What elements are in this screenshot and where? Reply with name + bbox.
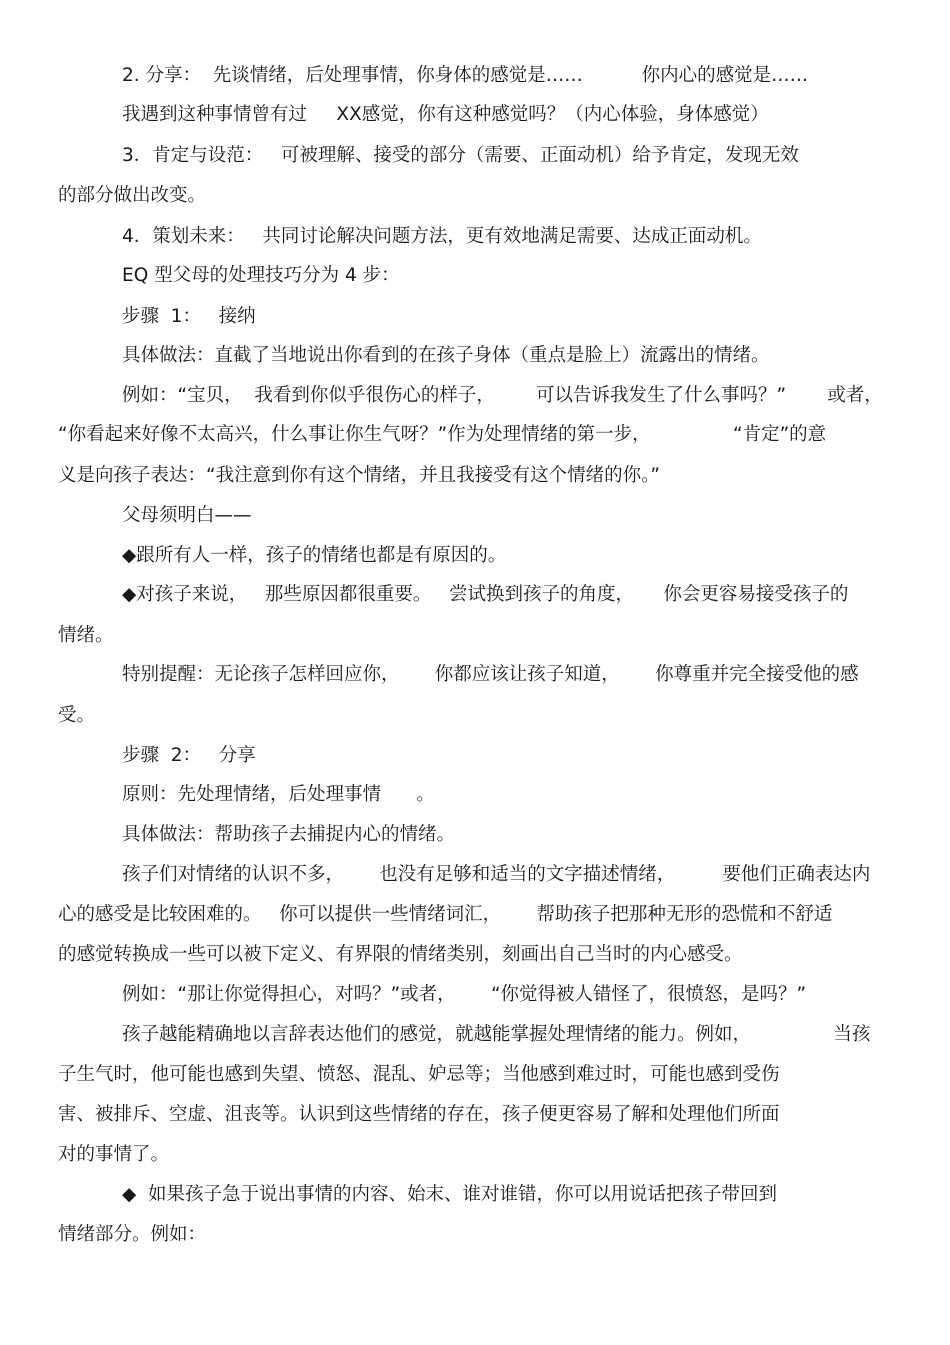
- bullet-item: ◆跟所有人一样，孩子的情绪也都是有原因的。: [122, 545, 507, 566]
- text-line: EQ 型父母的处理技巧分为 4 步：: [122, 265, 400, 286]
- text-line: 的感觉转换成一些可以被下定义、有界限的情绪类别，刻画出自己当时的内心感受。: [58, 944, 743, 965]
- text-line: 害、被排斥、空虚、沮丧等。认识到这些情绪的存在，孩子便更容易了解和处理他们所面: [58, 1104, 780, 1125]
- section-heading: 步骤 2： 分享: [122, 745, 256, 766]
- text-line: 4．策划未来： 共同讨论解决问题方法，更有效地满足需要、达成正面动机。: [122, 226, 762, 247]
- text-line: 情绪。: [58, 625, 114, 646]
- text-line: 父母须明白——: [122, 505, 252, 526]
- bullet-item: ◆对孩子来说， 那些原因都很重要。 尝试换到孩子的角度， 你会更容易接受孩子的: [122, 584, 849, 605]
- text-line: 特别提醒：无论孩子怎样回应你， 你都应该让孩子知道， 你尊重并完全接受他的感: [122, 664, 859, 685]
- text-line: 3．肯定与设范： 可被理解、接受的部分（需要、正面动机）给予肯定，发现无效: [122, 145, 799, 166]
- text-line: 的部分做出改变。: [58, 185, 207, 206]
- text-line: 受。: [58, 705, 96, 726]
- text-line: “你看起来好像不太高兴，什么事让你生气呀？”作为处理情绪的第一步， “肯定”的意: [58, 424, 827, 445]
- text-line: 心的感受是比较困难的。 你可以提供一些情绪词汇， 帮助孩子把那种无形的恐慌和不舒适: [58, 904, 833, 925]
- text-line: 原则：先处理情绪，后处理事情 。: [122, 784, 435, 805]
- text-line: 孩子们对情绪的认识不多， 也没有足够和适当的文字描述情绪， 要他们正确表达内: [122, 864, 871, 885]
- text-line: 义是向孩子表达：“我注意到你有这个情绪，并且我接受有这个情绪的你。”: [58, 465, 660, 486]
- text-line: 2. 分享： 先谈情绪，后处理事情，你身体的感觉是…… 你内心的感觉是……: [122, 65, 809, 86]
- text-line: 对的事情了。: [58, 1144, 170, 1165]
- text-line: 例如：“那让你觉得担心，对吗？”或者， “你觉得被人错怪了，很愤怒，是吗？”: [122, 984, 807, 1005]
- text-line: 情绪部分。例如：: [58, 1224, 207, 1245]
- bullet-item: ◆ 如果孩子急于说出事情的内容、始末、谁对谁错，你可以用说话把孩子带回到: [122, 1184, 777, 1205]
- text-line: 孩子越能精确地以言辞表达他们的感觉，就越能掌握处理情绪的能力。例如， 当孩: [122, 1024, 871, 1045]
- section-heading: 步骤 1： 接纳: [122, 306, 256, 327]
- text-line: 具体做法：帮助孩子去捕捉内心的情绪。: [122, 824, 456, 845]
- text-line: 子生气时，他可能也感到失望、愤怒、混乱、妒忌等；当他感到难过时，可能也感到受伤: [58, 1064, 780, 1085]
- text-line: 具体做法：直截了当地说出你看到的在孩子身体（重点是脸上）流露出的情绪。: [122, 345, 770, 366]
- text-line: 例如：“宝贝， 我看到你似乎很伤心的样子， 可以告诉我发生了什么事吗？” 或者，: [122, 385, 883, 406]
- text-line: 我遇到这种事情曾有过 XX感觉，你有这种感觉吗？（内心体验，身体感觉）: [122, 104, 769, 125]
